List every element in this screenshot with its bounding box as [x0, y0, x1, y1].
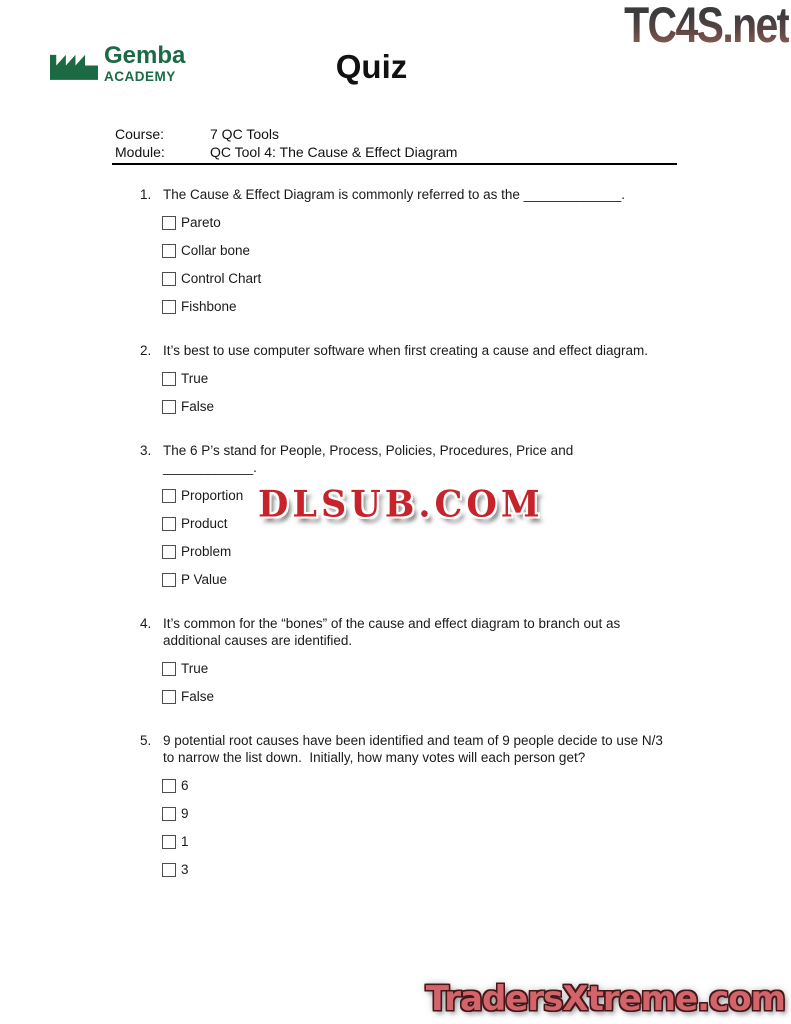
answer-option[interactable] — [162, 660, 791, 677]
question-number: 4. — [140, 616, 152, 631]
tradersxtreme-watermark: TradersXtreme.com — [425, 979, 785, 1019]
answer-checkbox[interactable] — [162, 244, 176, 258]
header-divider — [112, 163, 677, 165]
answer-label: False — [181, 399, 215, 414]
answer-checkbox[interactable] — [162, 300, 176, 314]
answer-label: 3 — [181, 862, 189, 877]
answer-checkbox[interactable] — [162, 662, 176, 676]
answer-option[interactable] — [162, 214, 791, 231]
answer-option[interactable] — [162, 861, 791, 878]
options — [162, 777, 791, 878]
question-head — [140, 342, 791, 359]
answer-checkbox[interactable] — [162, 216, 176, 230]
answer-label: 9 — [181, 806, 189, 821]
answer-option[interactable] — [162, 270, 791, 287]
logo-name: Gemba — [104, 42, 186, 69]
answer-label: True — [181, 371, 209, 386]
options — [162, 214, 791, 315]
question-text: The 6 P’s stand for People, Process, Policies, Procedures, Price and ____________. — [163, 443, 577, 475]
module-value: QC Tool 4: The Cause & Effect Diagram — [210, 144, 458, 160]
answer-option[interactable] — [162, 242, 791, 259]
dlsub-watermark: DLSUB.COM — [258, 482, 544, 527]
question-number: 1. — [140, 187, 152, 202]
question-head — [140, 732, 791, 766]
answer-checkbox[interactable] — [162, 545, 176, 559]
question-text: 9 potential root causes have been identified and team of 9 people decide to use N/3 to narrow the list down. Initially, how many votes will each person get? — [163, 733, 667, 765]
question-head — [140, 186, 791, 203]
answer-label: Control Chart — [181, 271, 262, 286]
answer-checkbox[interactable] — [162, 835, 176, 849]
question-number: 2. — [140, 343, 152, 358]
module-row — [115, 143, 791, 161]
answer-checkbox[interactable] — [162, 807, 176, 821]
logo-subname: ACADEMY — [104, 69, 176, 84]
answer-label: Problem — [181, 544, 232, 559]
answer-option[interactable] — [162, 298, 791, 315]
answer-checkbox[interactable] — [162, 372, 176, 386]
question-text: It’s common for the “bones” of the cause and effect diagram to branch out as additional causes are identified. — [163, 616, 625, 648]
question-head — [140, 615, 791, 649]
answer-label: False — [181, 689, 215, 704]
question-text: It’s best to use computer software when first creating a cause and effect diagram. — [163, 343, 649, 358]
answer-checkbox[interactable] — [162, 779, 176, 793]
question-block — [140, 732, 791, 878]
answer-label: Product — [181, 516, 228, 531]
answer-option[interactable] — [162, 777, 791, 794]
answer-option[interactable] — [162, 805, 791, 822]
answer-checkbox[interactable] — [162, 272, 176, 286]
answer-label: 1 — [181, 834, 189, 849]
answer-option[interactable] — [162, 398, 791, 415]
page-title: Quiz — [335, 48, 408, 85]
question-block — [140, 342, 791, 415]
answer-option[interactable] — [162, 370, 791, 387]
answer-option[interactable] — [162, 688, 791, 705]
module-label: Module: — [115, 144, 165, 160]
questions-list — [140, 186, 791, 878]
question-number: 3. — [140, 443, 152, 458]
answer-checkbox[interactable] — [162, 863, 176, 877]
answer-label: Pareto — [181, 215, 221, 230]
answer-label: Collar bone — [181, 243, 251, 258]
answer-label: True — [181, 661, 209, 676]
question-number: 5. — [140, 733, 152, 748]
options — [162, 370, 791, 415]
question-block — [140, 615, 791, 705]
answer-label: P Value — [181, 572, 228, 587]
course-value: 7 QC Tools — [210, 126, 279, 142]
course-row — [115, 125, 791, 143]
answer-label: 6 — [181, 778, 189, 793]
question-text: The Cause & Effect Diagram is commonly referred to as the _____________. — [163, 187, 626, 202]
options — [162, 660, 791, 705]
answer-option[interactable] — [162, 571, 791, 588]
answer-checkbox[interactable] — [162, 517, 176, 531]
answer-label: Proportion — [181, 488, 244, 503]
answer-label: Fishbone — [181, 299, 237, 314]
tc4s-watermark: TC4S.net — [624, 0, 789, 53]
answer-option[interactable] — [162, 543, 791, 560]
question-block — [140, 186, 791, 315]
answer-checkbox[interactable] — [162, 489, 176, 503]
question-head — [140, 442, 791, 476]
answer-option[interactable] — [162, 833, 791, 850]
answer-checkbox[interactable] — [162, 573, 176, 587]
course-meta — [115, 125, 791, 165]
course-label: Course: — [115, 126, 165, 142]
answer-checkbox[interactable] — [162, 400, 176, 414]
answer-checkbox[interactable] — [162, 690, 176, 704]
